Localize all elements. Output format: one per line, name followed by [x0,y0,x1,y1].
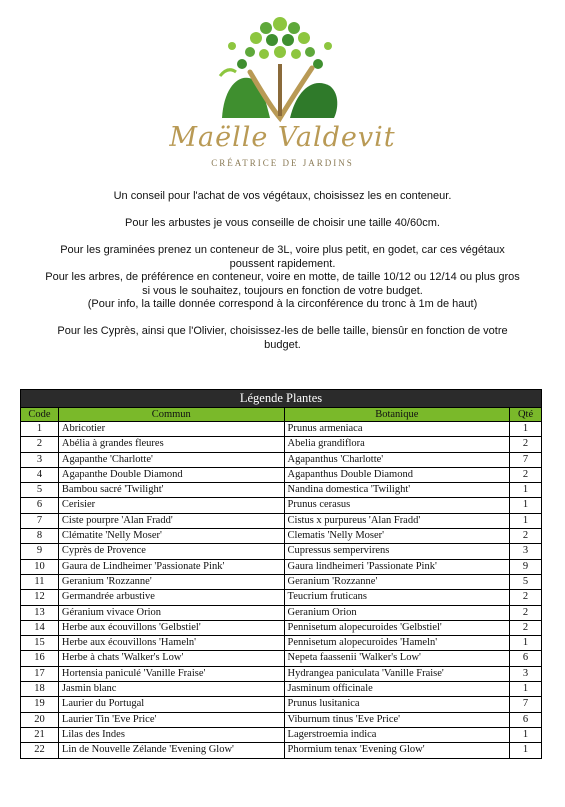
cell-quantity: 7 [510,452,542,467]
cell-quantity: 2 [510,605,542,620]
plant-legend-table [20,389,542,759]
cell-botanical-name: Pennisetum alopecuroides 'Gelbstiel' [284,620,510,635]
table-row [21,559,542,574]
cell-code: 13 [21,605,59,620]
cell-common-name: Abricotier [58,422,284,437]
tree-logo-icon [180,6,380,126]
cell-quantity: 1 [510,743,542,758]
cell-code: 14 [21,620,59,635]
cell-botanical-name: Geranium Orion [284,605,510,620]
cell-botanical-name: Cupressus sempervirens [284,544,510,559]
table-row [21,422,542,437]
cell-quantity: 5 [510,574,542,589]
cell-code: 5 [21,483,59,498]
cell-quantity: 2 [510,437,542,452]
cell-code: 16 [21,651,59,666]
table-row [21,574,542,589]
cell-code: 17 [21,666,59,681]
cell-code: 1 [21,422,59,437]
cell-botanical-name: Agapanthus 'Charlotte' [284,452,510,467]
cell-botanical-name: Cistus x purpureus 'Alan Fradd' [284,513,510,528]
table-row [21,666,542,681]
cell-quantity: 1 [510,498,542,513]
cell-common-name: Gaura de Lindheimer 'Passionate Pink' [58,559,284,574]
table-row [21,467,542,482]
cell-quantity: 2 [510,590,542,605]
cell-common-name: Herbe aux écouvillons 'Gelbstiel' [58,620,284,635]
cell-common-name: Ciste pourpre 'Alan Fradd' [58,513,284,528]
cell-common-name: Agapanthe Double Diamond [58,467,284,482]
cell-code: 20 [21,712,59,727]
cell-code: 2 [21,437,59,452]
table-row [21,636,542,651]
cell-botanical-name: Prunus cerasus [284,498,510,513]
table-row [21,437,542,452]
cell-botanical-name: Nandina domestica 'Twilight' [284,483,510,498]
cell-common-name: Clématite 'Nelly Moser' [58,529,284,544]
cell-common-name: Laurier du Portugal [58,697,284,712]
cell-common-name: Hortensia paniculé 'Vanille Fraise' [58,666,284,681]
cell-quantity: 6 [510,651,542,666]
intro-paragraph: Pour les graminées prenez un conteneur de 3L, voire plus petit, en godet, car ces végétaux poussent rapidement. [60,244,505,270]
cell-quantity: 3 [510,666,542,681]
intro-paragraph: Pour les Cyprès, ainsi que l'Olivier, choisissez-les de belle taille, biensûr en fonction de votre budget. [57,325,508,351]
cell-code: 18 [21,682,59,697]
cell-common-name: Cerisier [58,498,284,513]
cell-common-name: Geranium 'Rozzanne' [58,574,284,589]
cell-botanical-name: Gaura lindheimeri 'Passionate Pink' [284,559,510,574]
cell-code: 22 [21,743,59,758]
cell-quantity: 1 [510,483,542,498]
cell-code: 10 [21,559,59,574]
brand-name: Maëlle Valdevit [169,122,396,153]
intro-paragraph: Pour les arbres, de préférence en conteneur, voire en motte, de taille 10/12 ou 12/14 ou plus gros si vous le souhaitez, toujours en fonction de votre budget. [45,271,520,297]
table-row [21,697,542,712]
cell-common-name: Jasmin blanc [58,682,284,697]
cell-quantity: 1 [510,682,542,697]
cell-botanical-name: Jasminum officinale [284,682,510,697]
cell-quantity: 7 [510,697,542,712]
cell-quantity: 1 [510,422,542,437]
cell-botanical-name: Nepeta faassenii 'Walker's Low' [284,651,510,666]
cell-code: 3 [21,452,59,467]
table-row [21,529,542,544]
cell-code: 19 [21,697,59,712]
cell-common-name: Laurier Tin 'Eve Price' [58,712,284,727]
cell-botanical-name: Clematis 'Nelly Moser' [284,529,510,544]
cell-botanical-name: Pennisetum alopecuroides 'Hameln' [284,636,510,651]
table-row [21,513,542,528]
brand-subtitle: CRÉATRICE DE JARDINS [211,158,354,168]
cell-botanical-name: Lagerstroemia indica [284,727,510,742]
table-row [21,651,542,666]
cell-code: 7 [21,513,59,528]
cell-botanical-name: Prunus armeniaca [284,422,510,437]
table-row [21,544,542,559]
cell-code: 12 [21,590,59,605]
cell-common-name: Abélia à grandes fleures [58,437,284,452]
cell-botanical-name: Hydrangea paniculata 'Vanille Fraise' [284,666,510,681]
table-row [21,712,542,727]
table-title: Légende Plantes [21,390,542,408]
cell-code: 21 [21,727,59,742]
cell-botanical-name: Prunus lusitanica [284,697,510,712]
cell-quantity: 1 [510,727,542,742]
column-header-botanical: Botanique [284,408,510,422]
cell-quantity: 1 [510,636,542,651]
cell-common-name: Herbe aux écouvillons 'Hameln' [58,636,284,651]
column-header-common: Commun [58,408,284,422]
cell-botanical-name: Abelia grandiflora [284,437,510,452]
table-row [21,483,542,498]
cell-quantity: 1 [510,513,542,528]
table-row [21,590,542,605]
table-row [21,605,542,620]
table-row [21,498,542,513]
cell-common-name: Herbe à chats 'Walker's Low' [58,651,284,666]
intro-paragraph: (Pour info, la taille donnée correspond à la circonférence du tronc à 1m de haut) [87,298,478,310]
cell-common-name: Lilas des Indes [58,727,284,742]
cell-quantity: 2 [510,529,542,544]
intro-text [40,190,525,352]
cell-code: 15 [21,636,59,651]
cell-quantity: 6 [510,712,542,727]
cell-code: 6 [21,498,59,513]
cell-botanical-name: Geranium 'Rozzanne' [284,574,510,589]
cell-quantity: 2 [510,467,542,482]
cell-common-name: Germandrée arbustive [58,590,284,605]
cell-common-name: Lin de Nouvelle Zélande 'Evening Glow' [58,743,284,758]
cell-common-name: Géranium vivace Orion [58,605,284,620]
cell-quantity: 9 [510,559,542,574]
intro-paragraph: Un conseil pour l'achat de vos végétaux, choisissez les en conteneur. [113,190,452,202]
cell-botanical-name: Agapanthus Double Diamond [284,467,510,482]
table-row [21,620,542,635]
cell-quantity: 2 [510,620,542,635]
table-row [21,743,542,758]
cell-botanical-name: Teucrium fruticans [284,590,510,605]
column-header-code: Code [21,408,59,422]
cell-common-name: Bambou sacré 'Twilight' [58,483,284,498]
cell-code: 4 [21,467,59,482]
table-row [21,727,542,742]
table-row [21,682,542,697]
cell-botanical-name: Phormium tenax 'Evening Glow' [284,743,510,758]
table-row [21,452,542,467]
cell-common-name: Cyprès de Provence [58,544,284,559]
cell-code: 8 [21,529,59,544]
intro-paragraph: Pour les arbustes je vous conseille de choisir une taille 40/60cm. [125,217,440,229]
cell-code: 11 [21,574,59,589]
cell-code: 9 [21,544,59,559]
cell-common-name: Agapanthe 'Charlotte' [58,452,284,467]
column-header-qty: Qté [510,408,542,422]
cell-quantity: 3 [510,544,542,559]
cell-botanical-name: Viburnum tinus 'Eve Price' [284,712,510,727]
